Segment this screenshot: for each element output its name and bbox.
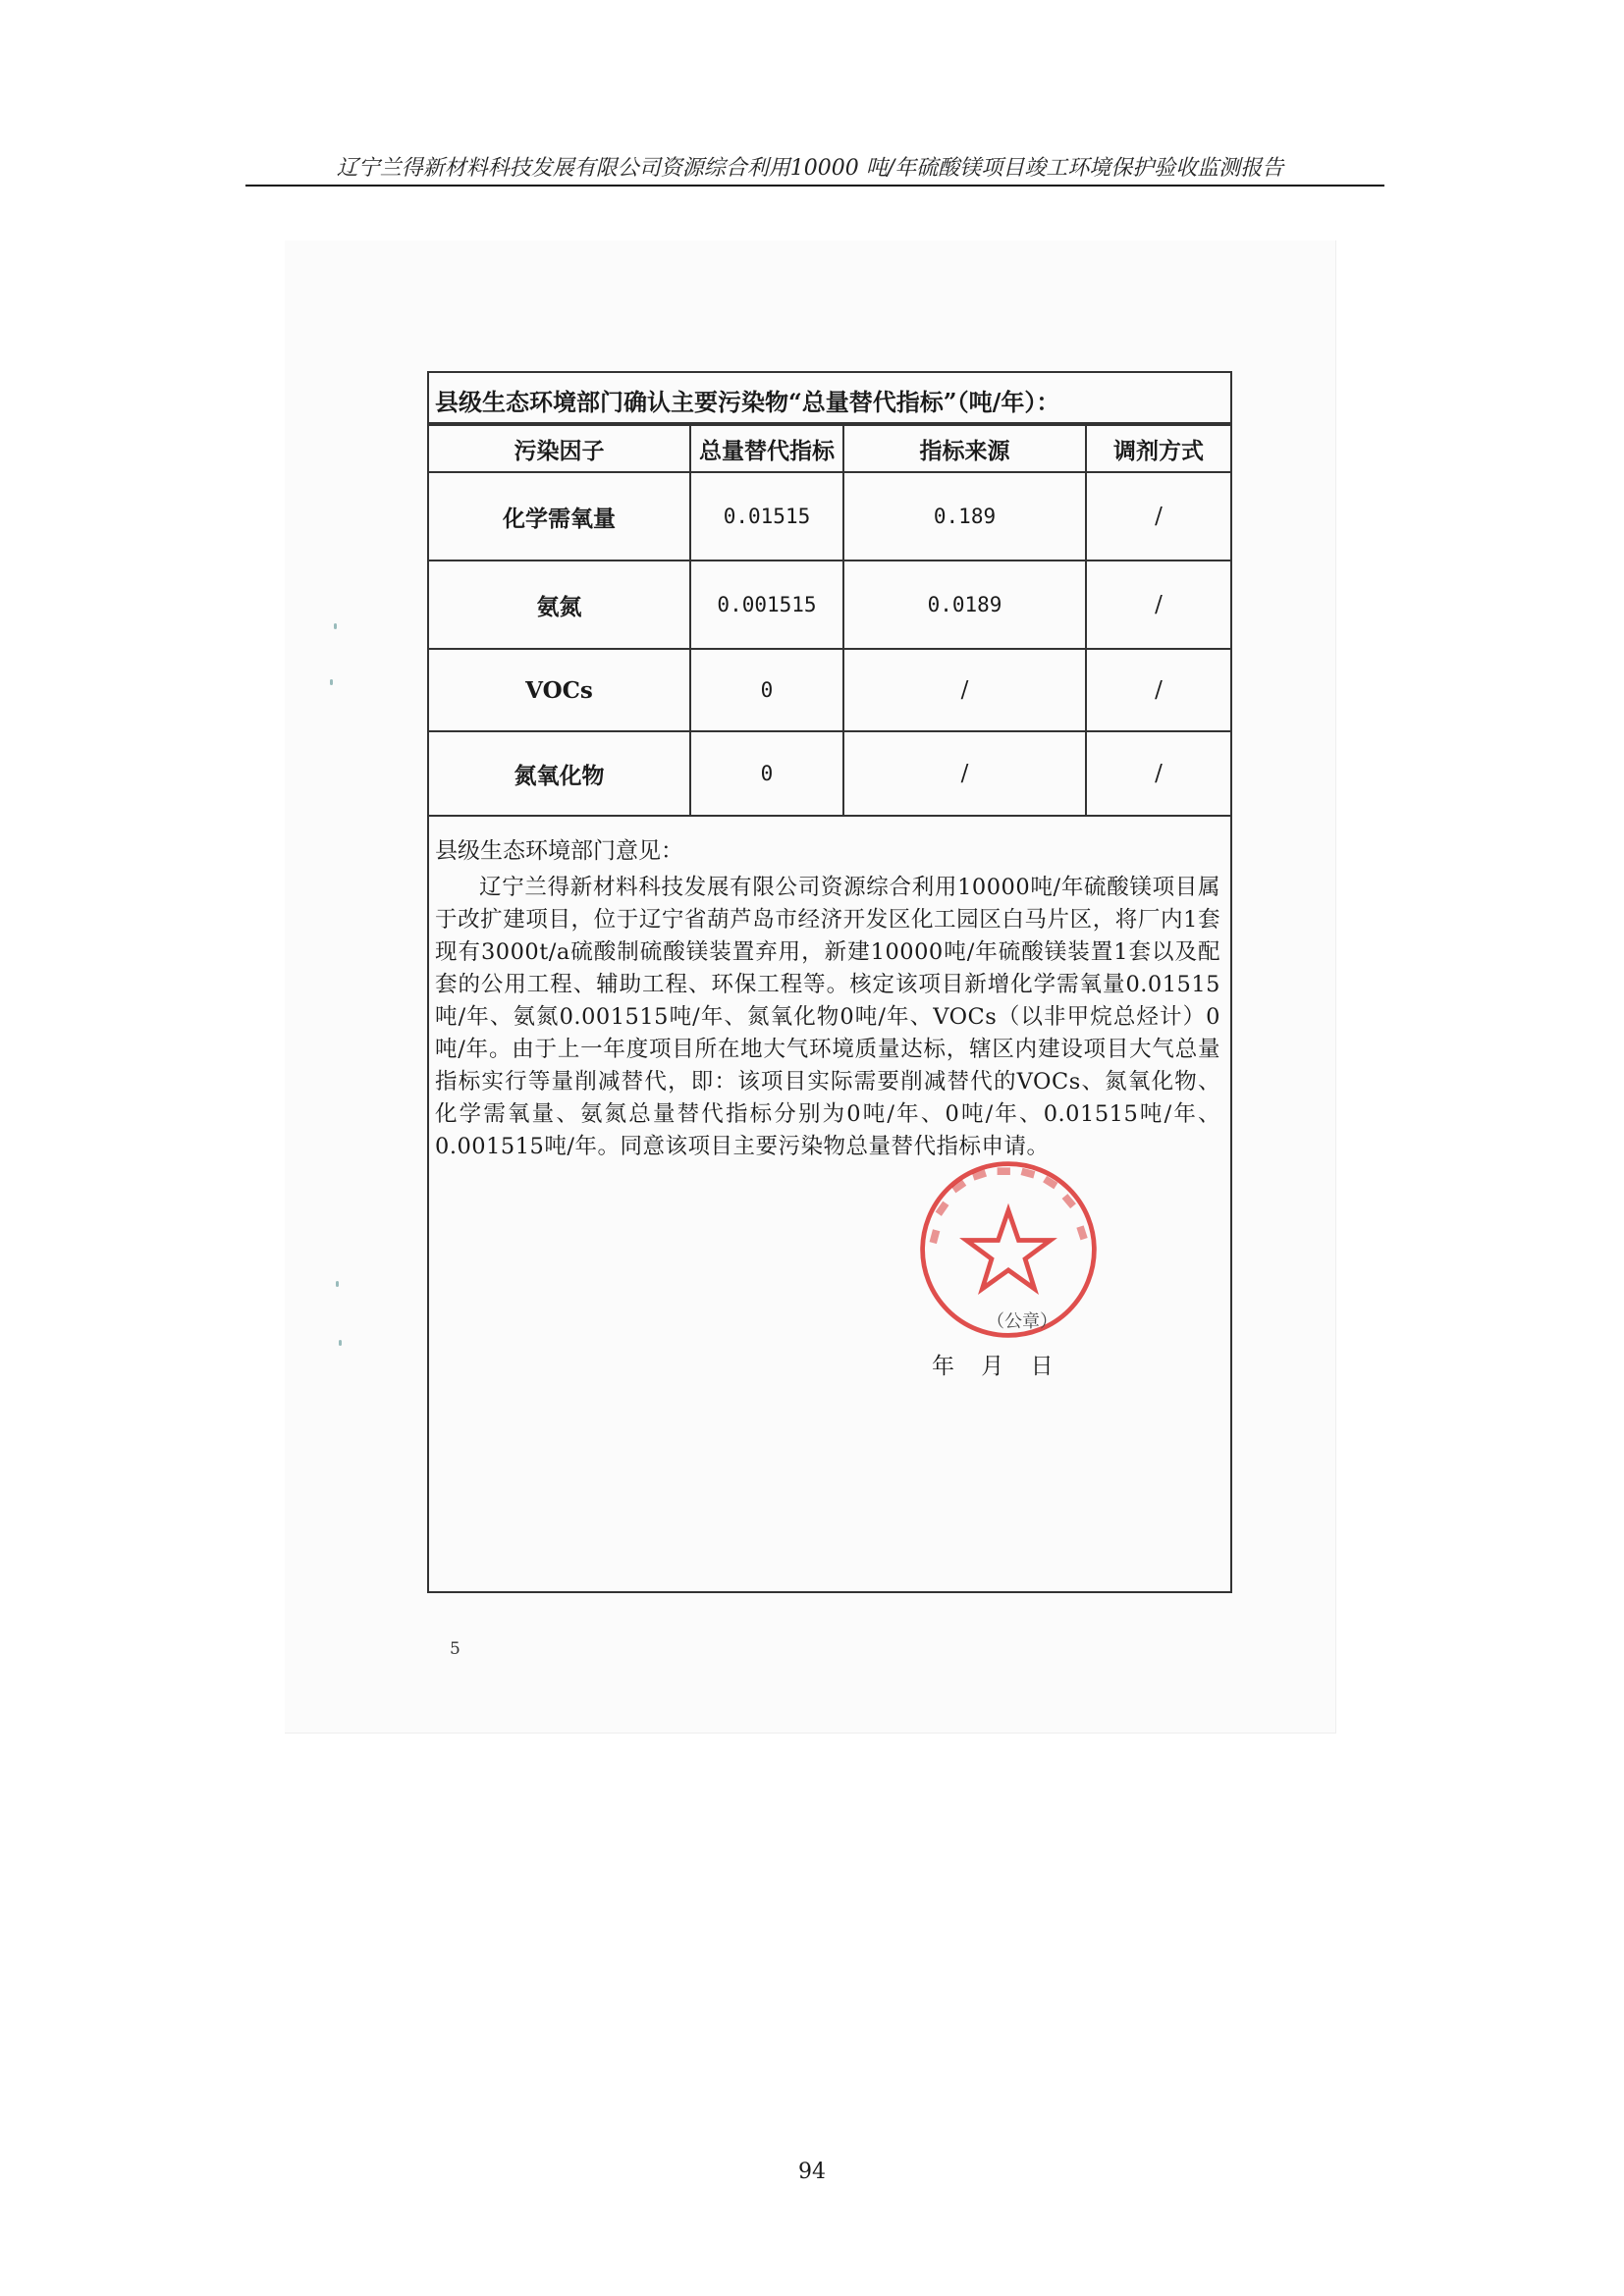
indicator-cell: 0.001515 <box>690 561 843 649</box>
scan-speck <box>330 679 333 685</box>
table-row <box>429 649 1230 731</box>
factor-cell: 氮氧化物 <box>429 731 690 816</box>
table-row <box>429 731 1230 816</box>
page-number: 94 <box>798 2160 826 2184</box>
method-cell: / <box>1086 472 1230 561</box>
scan-speck <box>339 1340 342 1346</box>
form-title: 县级生态环境部门确认主要污染物“总量替代指标”（吨/年）： <box>429 373 1230 424</box>
indicator-cell: 0 <box>690 731 843 816</box>
source-cell: 0.189 <box>843 472 1086 561</box>
opinion-text: 辽宁兰得新材料科技发展有限公司资源综合利用10000吨/年硫酸镁项目属于改扩建项目，位于辽宁省葫芦岛市经济开发区化工园区白马片区，将厂内1套现有3000t/a硫酸制硫酸镁装置弃用，新建10000吨/年硫酸镁装置1套以及配套的公用工程、辅助工程、环保工程等。核定该项目新增化学需氧量0.01515吨/年、氨氮0.001515吨/年、氮氧化物0吨/年、VOCs（以非甲烷总烃计）0吨/年。由于上一年度项目所在地大气环境质量达标，辖区内建设项目大气总量指标实行等量削减替代，即：该项目实际需要削减替代的VOCs、氮氧化物、化学需氧量、氨氮总量替代指标分别为0吨/年、0吨/年、0.01515吨/年、0.001515吨/年。同意该项目主要污染物总量替代指标申请。 <box>435 875 1220 1159</box>
method-cell: / <box>1086 731 1230 816</box>
method-cell: / <box>1086 649 1230 731</box>
column-header: 污染因子 <box>429 425 690 472</box>
pollutant-table <box>429 424 1230 817</box>
indicator-cell: 0 <box>690 649 843 731</box>
factor-cell: 化学需氧量 <box>429 472 690 561</box>
factor-cell: VOCs <box>429 649 690 731</box>
table-header-row <box>429 425 1230 472</box>
pollutant-form <box>427 371 1232 1593</box>
scan-page-number: 5 <box>450 1639 460 1659</box>
column-header: 总量替代指标 <box>690 425 843 472</box>
source-cell: / <box>843 649 1086 731</box>
opinion-title: 县级生态环境部门意见： <box>435 838 683 864</box>
scan-speck <box>336 1281 339 1287</box>
factor-cell: 氨氮 <box>429 561 690 649</box>
source-cell: / <box>843 731 1086 816</box>
table-row <box>429 561 1230 649</box>
scan-speck <box>334 623 337 629</box>
header-rule <box>245 185 1384 187</box>
column-header: 指标来源 <box>843 425 1086 472</box>
report-header: 辽宁兰得新材料科技发展有限公司资源综合利用10000 吨/年硫酸镁项目竣工环境保护验收监测报告 <box>336 156 1284 181</box>
indicator-cell: 0.01515 <box>690 472 843 561</box>
method-cell: / <box>1086 561 1230 649</box>
date-line: 年 月 日 <box>932 1354 1056 1379</box>
column-header: 调剂方式 <box>1086 425 1230 472</box>
seal-label: （公章） <box>987 1311 1057 1332</box>
source-cell: 0.0189 <box>843 561 1086 649</box>
table-row <box>429 472 1230 561</box>
